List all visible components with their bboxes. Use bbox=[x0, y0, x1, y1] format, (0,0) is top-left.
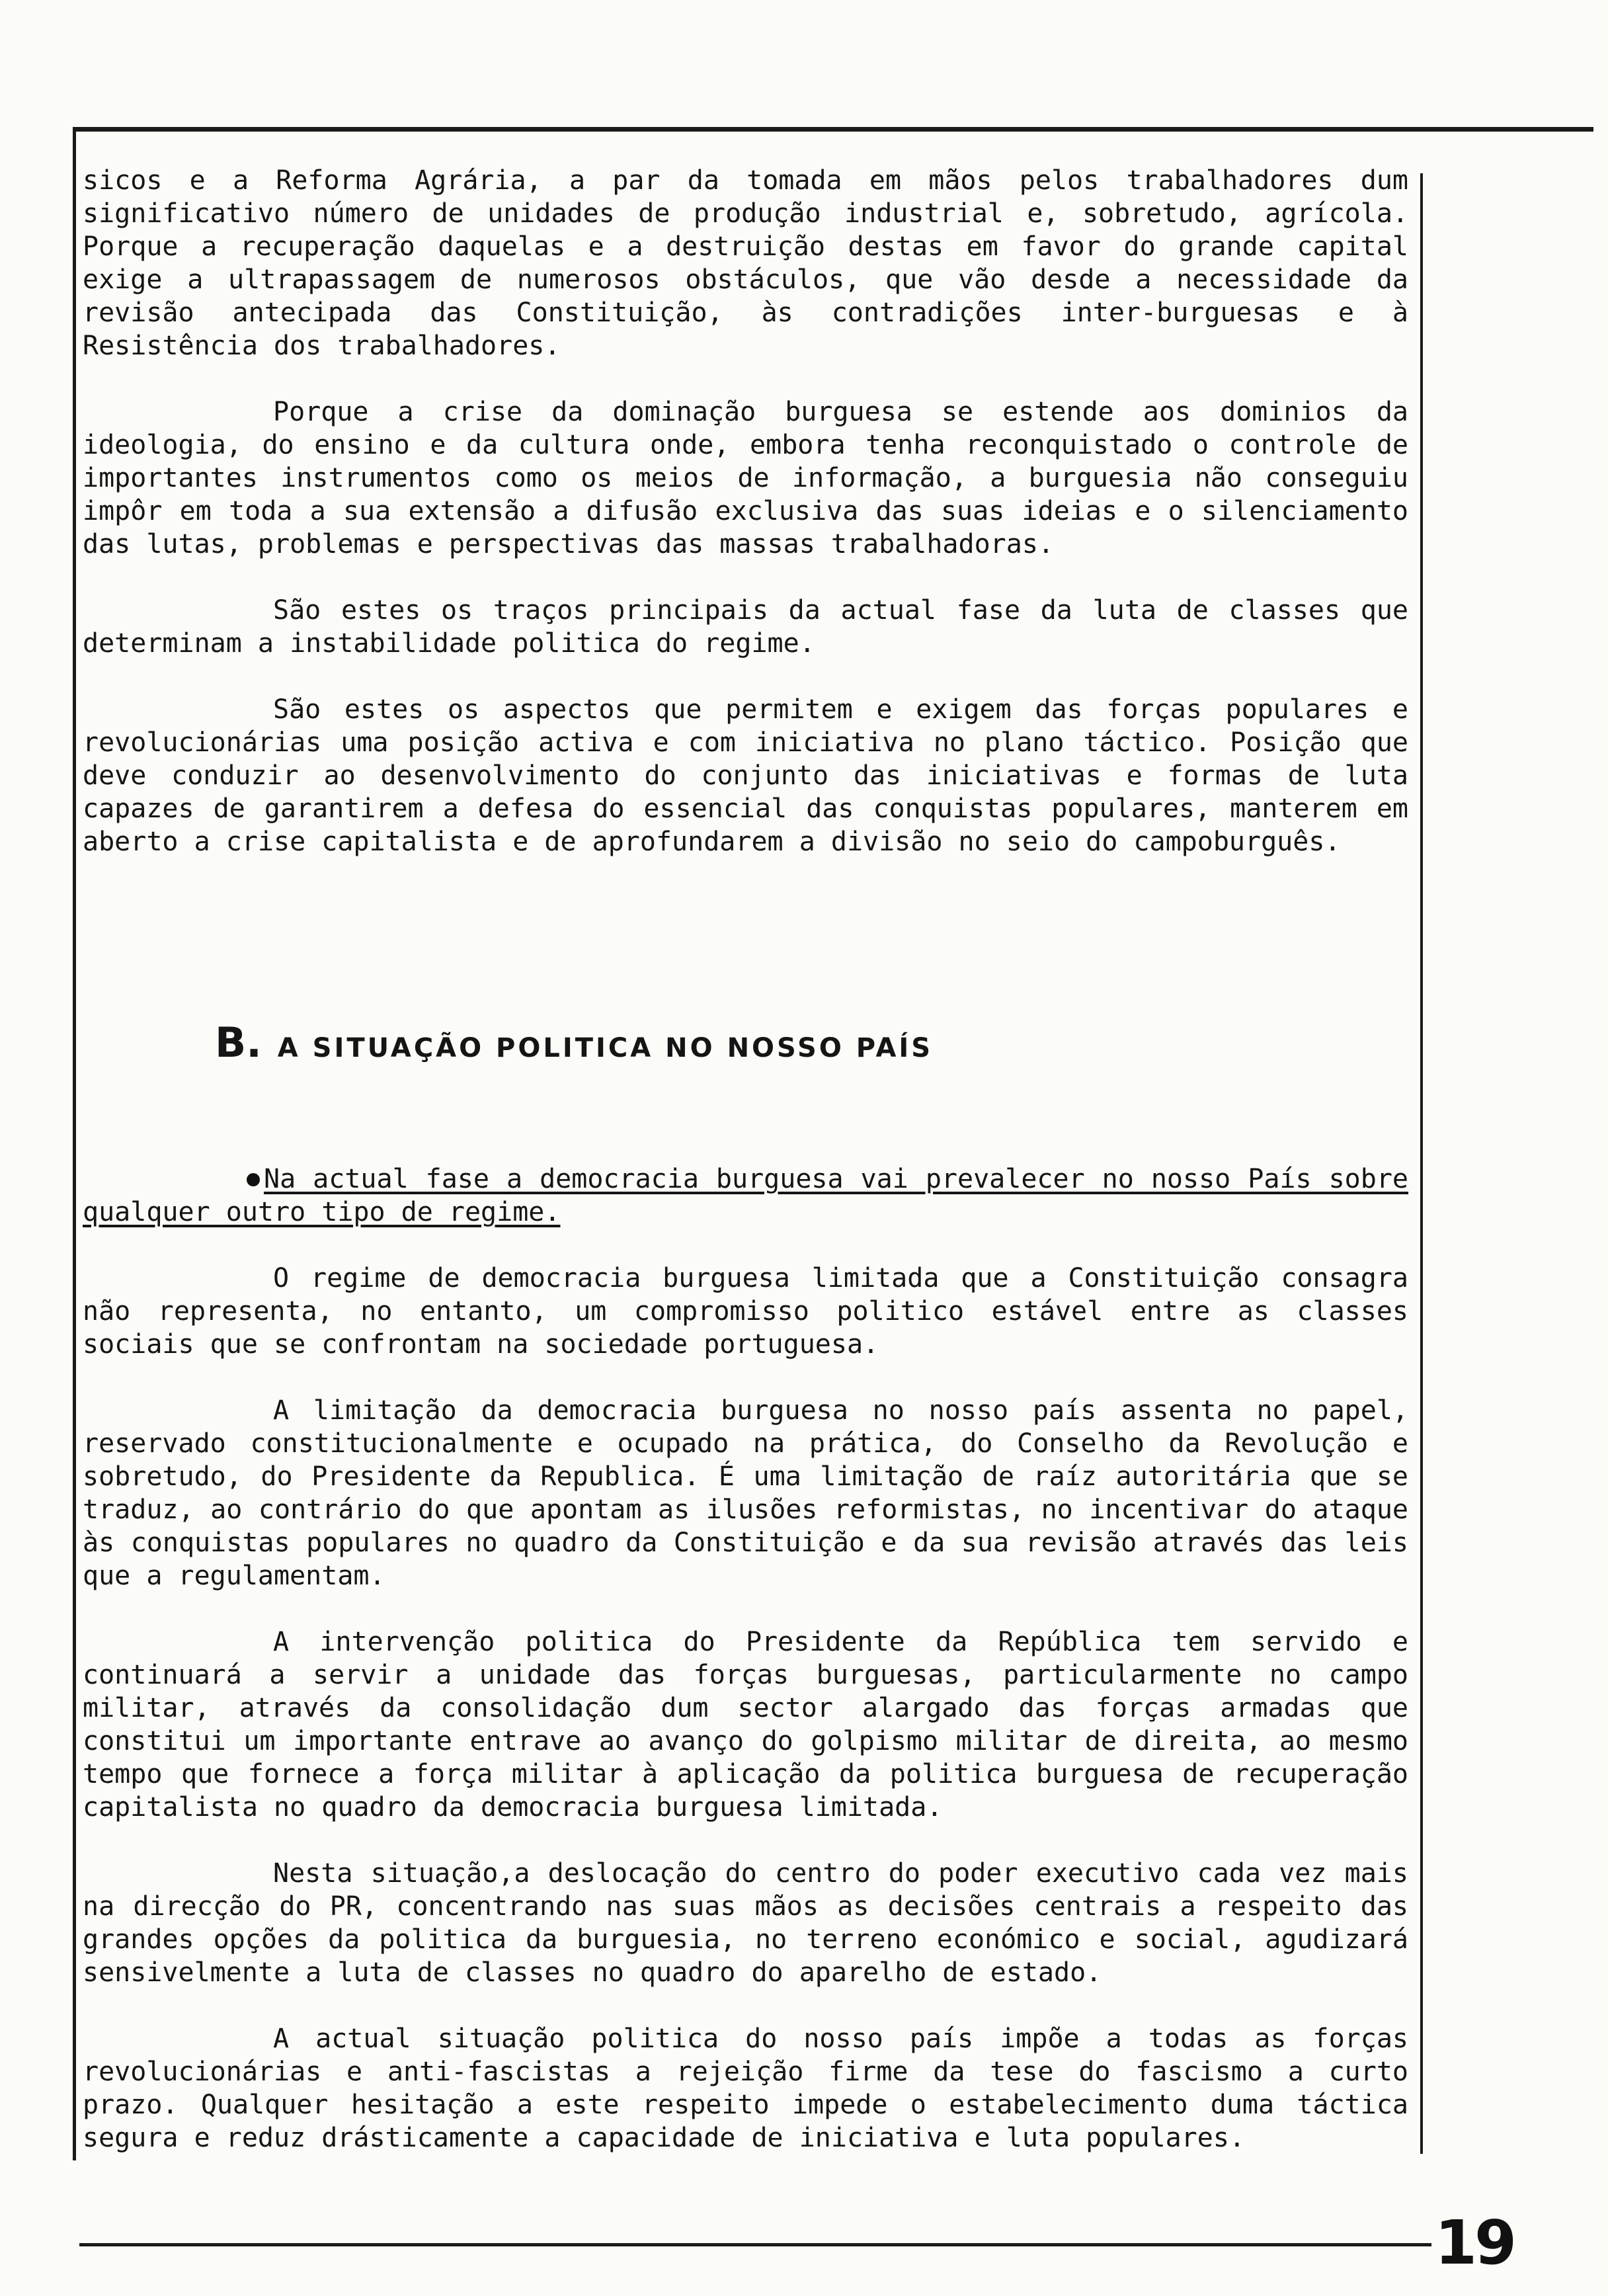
section-letter: B. bbox=[215, 1018, 262, 1067]
left-frame-line bbox=[73, 127, 76, 2160]
paragraph-executive-power: Nesta situação,a deslocação do centro do poder executivo cada vez mais na direcção do PR, concentrando nas suas mãos as decisões centrais a respeito das grandes opções da politica da burguesia, no terreno económico e social, agudizará sensivelmente a luta de classes no quadro do aparelho de estado. bbox=[83, 1858, 1408, 1988]
paragraph-limited-democracy: O regime de democracia burguesa limitada que a Constituição consagra não representa, no entanto, um compromisso politico estável entre as classes sociais que se confrontam na sociedade portuguesa. bbox=[83, 1263, 1408, 1360]
section-heading bbox=[215, 1018, 1408, 1067]
paragraph-president-intervention: A intervenção politica do Presidente da República tem servido e continuará a servir a unidade das forças burguesas, particularmente no campo militar, através da consolidação dum sector alargado das forças armadas que constitui um importante entrave ao avanço do golpismo militar de direita, ao mesmo tempo que fornece a força militar à aplicação da politica burguesa de recuperação capitalista no quadro da democracia burguesa limitada. bbox=[83, 1627, 1408, 1823]
paragraph-popular-forces: São estes os aspectos que permitem e exigem das forças populares e revolucionárias uma posição activa e com iniciativa no plano táctico. Posição que deve conduzir ao desenvolvimento do conjunto das iniciativas e formas de luta capazes de garantirem a defesa do essencial das conquistas populares, manterem em aberto a crise capitalista e de aprofundarem a divisão no seio do campoburguês. bbox=[83, 694, 1408, 857]
bullet-icon bbox=[247, 1173, 260, 1186]
bullet-statement-text: Na actual fase a democracia burguesa vai prevalecer no nosso País sobre qualquer outro tipo de regime. bbox=[83, 1164, 1408, 1227]
bullet-statement bbox=[83, 1163, 1408, 1229]
right-frame-line bbox=[1420, 173, 1423, 2154]
bottom-rule bbox=[79, 2243, 1431, 2246]
page-body bbox=[83, 164, 1408, 2154]
paragraph-limitation: A limitação da democracia burguesa no nosso país assenta no papel, reservado constitucionalmente e ocupado na prática, do Conselho da Revolução e sobretudo, do Presidente da Republica. É uma limitação de raíz autoritária que se traduz, ao contrário do que apontam as ilusões reformistas, no incentivar do ataque às conquistas populares no quadro da Constituição e da sua revisão através das leis que a regulamentam. bbox=[83, 1395, 1408, 1591]
paragraph-ideology-crisis: Porque a crise da dominação burguesa se estende aos dominios da ideologia, do ensino e da cultura onde, embora tenha reconquistado o controle de importantes instrumentos como os meios de informação, a burguesia não conseguiu impôr em toda a sua extensão a difusão exclusiva das suas ideias e o silenciamento das lutas, problemas e perspectivas das massas trabalhadoras. bbox=[83, 397, 1408, 559]
paragraph-continuation: sicos e a Reforma Agrária, a par da tomada em mãos pelos trabalhadores dum significativo número de unidades de produção industrial e, sobretudo, agrícola. Porque a recuperação daquelas e a destruição destas em favor do grande capital exige a ultrapassagem de numerosos obstáculos, que vão desde a necessidade da revisão antecipada das Constituição, às contradições inter-burguesas e à Resistência dos trabalhadores. bbox=[83, 165, 1408, 361]
section-title: A SITUAÇÃO POLITICA NO NOSSO PAÍS bbox=[277, 1033, 934, 1063]
paragraph-main-traits: São estes os traços principais da actual fase da luta de classes que determinam a instabilidade politica do regime. bbox=[83, 595, 1408, 659]
top-rule bbox=[73, 127, 1593, 132]
page-number: 19 bbox=[1435, 2207, 1515, 2278]
paragraph-current-situation: A actual situação politica do nosso país impõe a todas as forças revolucionárias e anti-fascistas a rejeição firme da tese do fascismo a curto prazo. Qualquer hesitação a este respeito impede o estabelecimento duma táctica segura e reduz drásticamente a capacidade de iniciativa e luta populares. bbox=[83, 2024, 1408, 2153]
